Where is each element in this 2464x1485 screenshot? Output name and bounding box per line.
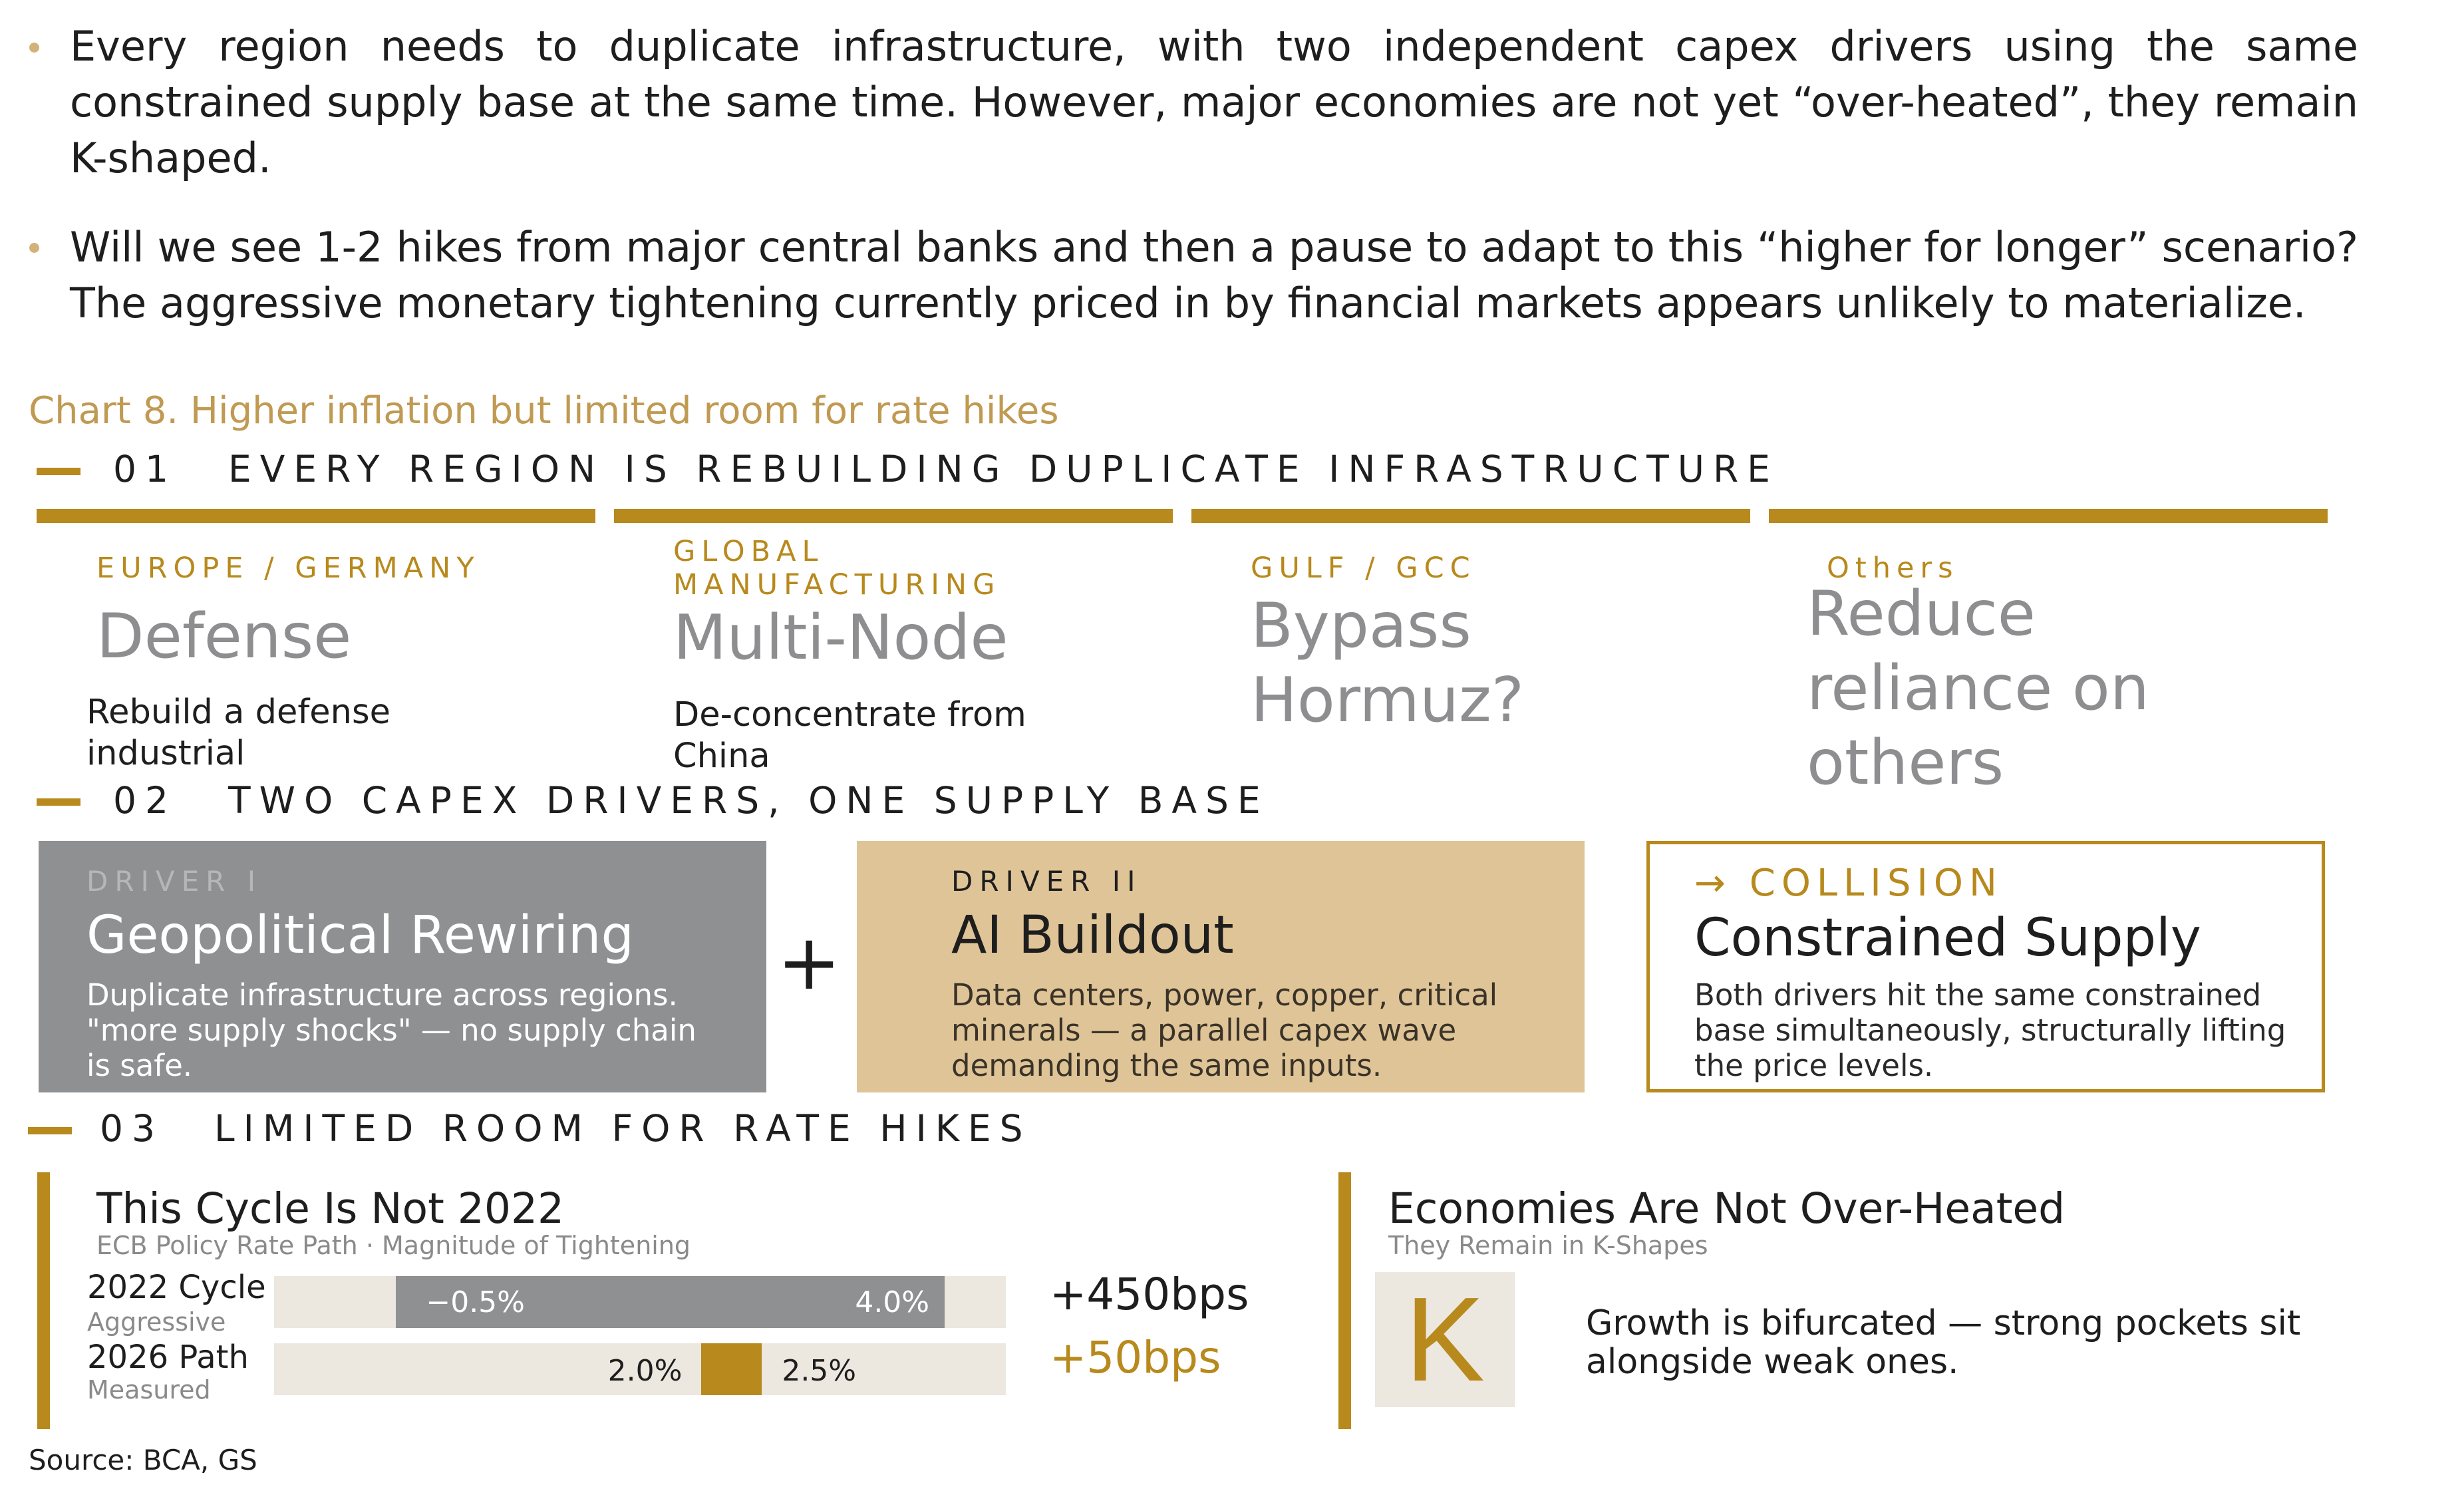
- section-marker: [28, 1127, 72, 1134]
- driver-tag: DRIVER I: [86, 865, 263, 898]
- collision-description: Both drivers hit the same constrained base simultaneously, structurally lifting the price levels.: [1694, 977, 2286, 1083]
- region-headline-defense: Defense: [96, 600, 352, 672]
- collision-card: [1646, 841, 2325, 1092]
- range-end-label: 2.5%: [782, 1354, 857, 1388]
- change-2026: +50bps: [1050, 1332, 1221, 1383]
- bullet-marker: [29, 243, 39, 253]
- driver-headline: Geopolitical Rewiring: [86, 906, 634, 965]
- section-number-01: 01: [113, 448, 177, 490]
- region-headline-multinode: Multi-Node: [673, 601, 1008, 673]
- row-sublabel: Measured: [87, 1375, 211, 1404]
- panel-accent-bar: [37, 1172, 50, 1429]
- collision-headline: Constrained Supply: [1694, 908, 2201, 968]
- row-label: 2026 Path: [87, 1339, 249, 1376]
- bullet-text-1: Every region needs to duplicate infrastructure, with two independent capex drivers using the same constrained supply base at the same time. However, major economies are not yet “over-heated”, they remain K-shaped.: [70, 22, 2358, 182]
- economy-text: Growth is bifurcated — strong pockets sit alongside weak ones.: [1586, 1303, 2301, 1382]
- driver-headline: AI Buildout: [951, 906, 1234, 965]
- collision-tag: → COLLISION: [1694, 862, 2003, 905]
- bullet-text-2: Will we see 1-2 hikes from major central banks and then a pause to adapt to this “higher for longer” scenario? The aggressive monetary tightening currently priced in by financial markets appears unlikely to materialize.: [70, 223, 2358, 327]
- rate-panel-subtitle: ECB Policy Rate Path · Magnitude of Tightening: [96, 1231, 691, 1260]
- section-title-03: LIMITED ROOM FOR RATE HIKES: [214, 1107, 1032, 1150]
- region-bar-2: [614, 509, 1173, 523]
- chart-title: Chart 8. Higher inflation but limited room for rate hikes: [29, 389, 1059, 432]
- driver-description: Duplicate infrastructure across regions. "more supply shocks" — no supply chain is safe.: [86, 977, 696, 1083]
- plus-sign: +: [777, 918, 842, 1007]
- section-marker: [37, 798, 80, 806]
- range-start-label: −0.5%: [426, 1285, 525, 1319]
- section-title-02: TWO CAPEX DRIVERS, ONE SUPPLY BASE: [228, 779, 1269, 822]
- source-note: Source: BCA, GS: [29, 1444, 257, 1476]
- region-description-multinode: De-concentrate from China: [673, 695, 1026, 776]
- section-marker: [37, 468, 80, 475]
- driver-card-ai: [857, 841, 1585, 1092]
- driver-tag: DRIVER II: [951, 865, 1142, 898]
- bullet-marker: [29, 43, 39, 53]
- range-start-label: 2.0%: [607, 1354, 683, 1388]
- range-bar-2026: [701, 1343, 762, 1395]
- region-tag-others: Others: [1827, 552, 1959, 585]
- economy-panel-title: Economies Are Not Over-Heated: [1388, 1184, 2066, 1233]
- k-shape-tile: [1375, 1272, 1515, 1407]
- rate-range-chart: [274, 1276, 1006, 1399]
- region-headline-bypass: Bypass Hormuz?: [1251, 589, 1525, 736]
- panel-accent-bar: [1338, 1172, 1351, 1429]
- region-description-defense: Rebuild a defense industrial: [86, 693, 390, 773]
- section-number-02: 02: [113, 779, 177, 822]
- region-bar-4: [1769, 509, 2328, 523]
- k-letter: K: [1404, 1273, 1485, 1406]
- range-end-label: 4.0%: [855, 1285, 930, 1319]
- section-number-03: 03: [100, 1107, 164, 1150]
- row-sublabel: Aggressive: [87, 1307, 226, 1337]
- rate-panel-title: This Cycle Is Not 2022: [96, 1184, 565, 1233]
- economy-panel-subtitle: They Remain in K-Shapes: [1388, 1231, 1708, 1260]
- region-headline-reduce: Reduce reliance on others: [1807, 578, 2149, 798]
- region-tag-gulf: GULF / GCC: [1251, 552, 1476, 585]
- region-bar-3: [1191, 509, 1750, 523]
- change-2022: +450bps: [1050, 1269, 1249, 1320]
- section-title-01: EVERY REGION IS REBUILDING DUPLICATE INFRASTRUCTURE: [228, 448, 1779, 490]
- region-bar-1: [37, 509, 595, 523]
- region-tag-global: GLOBAL MANUFACTURING: [673, 535, 1001, 601]
- row-label: 2022 Cycle: [87, 1269, 266, 1306]
- region-tag-europe: EUROPE / GERMANY: [96, 552, 480, 585]
- driver-card-geopolitical: [39, 841, 766, 1092]
- driver-description: Data centers, power, copper, critical minerals — a parallel capex wave demanding the same inputs.: [951, 977, 1498, 1083]
